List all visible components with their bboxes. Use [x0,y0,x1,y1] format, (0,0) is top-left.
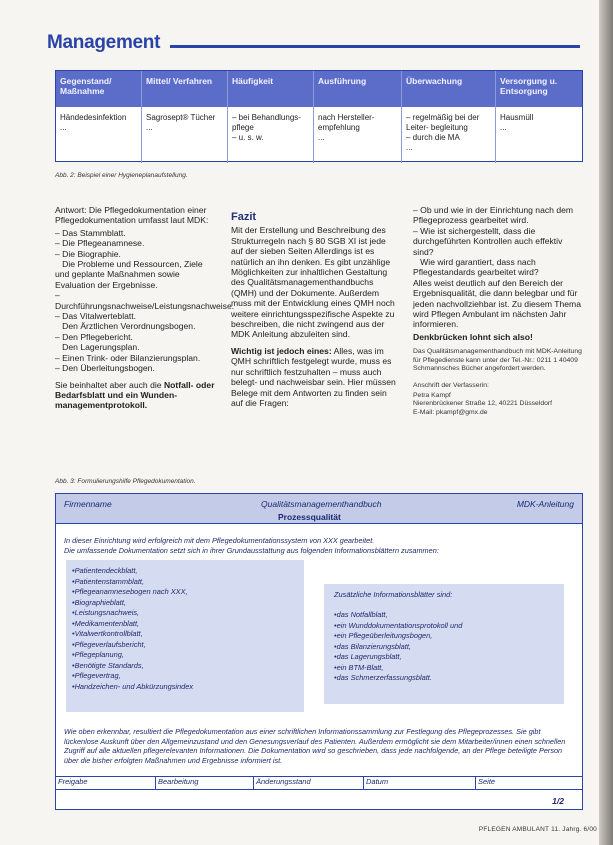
intro-line: In dieser Einrichtung wird erfolgreich mit dem Pflegedokumentationssystem von XXX gearbeitet. [64,536,375,545]
list-item: • Pflegeanamnesebogen nach XXX, [72,587,193,598]
list-item: • Pflegeplanung, [72,650,193,661]
paragraph: Antwort: Die Pflegedokumentation einer Pflegedokumentation umfasst laut MDK: [55,205,209,226]
form-header [56,494,582,524]
footer-label-page: Seite [478,777,496,786]
footer-label-date: Datum [364,777,476,789]
section-label: Prozessqualität [278,512,341,522]
bold-text: Denkbrücken lohnt sich also! [413,331,533,342]
table-cell: nach Hersteller- empfehlung ... [318,113,375,142]
list-item: • Medikamentenblatt, [72,619,193,630]
additional-documents-list [334,610,462,684]
text-run: Alles, was im QMH schriftlich festgelegt wurde, muss es nur schriftlich festzuhalten – muss auch belegt- und nachweisbar sein. Hier müssen Belege mit dem Antworten zu finden sein auf die Fragen: [231,345,396,408]
text-run: Sie beinhaltet aber auch die [55,379,162,390]
list-item: – Durchführungsnachweise/Leistungsnachweise. [55,290,235,311]
footer-label-editing: Bearbeitung [156,777,254,789]
section-title: Management [47,32,161,53]
list-item: • Patientenstammblatt, [72,577,193,588]
table-cell: – bei Behandlungs- pflege – u. s. w. [232,113,301,142]
table-header-cell: Überwachung [406,76,463,86]
paragraph [231,346,396,408]
company-name: Firmenname [64,499,112,509]
bold-text: Notfall- oder Bedarfsblatt und ein Wunden- managementprotokoll. [55,379,215,411]
table-cell: – regelmäßig bei der Leiter- begleitung – durch die MA ... [406,113,480,152]
journal-footer: PFLEGEN AMBULANT 11. Jahrg. 6/00 [478,826,597,833]
list-item: Wie wird garantiert, dass nach Pflegestandards gearbeitet wird? [413,257,539,278]
bold-text: Wichtig ist jedoch eines: [231,345,332,356]
footer-label-revision: Änderungsstand [254,777,364,789]
table-header-cell: Mittel/ Verfahren [146,76,213,86]
table-cell: Hausmüll ... [500,113,534,132]
form-intro [64,536,574,555]
author-line: E-Mail: pkampf@gmx.de [413,408,488,416]
author-label: Anschrift der Verfasserin: [413,381,489,389]
mdk-label: MDK-Anleitung [516,499,574,509]
list-item: • das Notfallblatt, [334,610,462,621]
author-line: Petra Kampf [413,391,451,399]
list-item: • Leistungsnachweis, [72,608,193,619]
form-outro: Wie oben erkennbar, resultiert die Pflegedokumentation aus einer schriftlichen Informationssammlung zur Festlegung des Pflegeprozesses. Sie gibt lückenlose Auskunft über den Allgemeinzustand und den Genesungsverlauf des Patienten. Außerdem ermöglicht sie dem Mitarbeiter/innen einen schnellen Zugriff auf alle aktuellen pflegerelevanten Informationen. Die Dokumentation wird so geschrieben, dass jede nachfolgende, an der Pflege beteiligte Person über die bisher erfolgten Maßnahmen und Ergebnisse informiert ist. [64,727,566,765]
paragraph: Alles weist deutlich auf den Bereich der Ergebnisqualität, die dann belegbar und für jeden nachvollziehbar ist. Zu diesem Thema wird Pflegen Ambulant im nächsten Jahr informieren. [413,277,581,330]
list-item: • ein Pflegeüberleitungsbogen, [334,631,462,642]
additional-documents-heading: Zusätzliche Informationsblätter sind: [334,590,453,599]
table-cell: Sagrosept® Tücher ... [146,113,216,132]
list-item: • Benötigte Standards, [72,661,193,672]
page-edge-shadow [599,0,613,845]
text-column-2 [231,212,396,410]
fazit-heading: Fazit [231,211,257,223]
list-item: – Ob und wie in der Einrichtung nach dem Pflegeprozess gearbeitet wird. [413,205,576,226]
paragraph: Mit der Erstellung und Beschreibung des Strukturregeln nach § 80 SGB XI ist jede auf der sieben Seiten Allerdings ist es natürlich an ihn denken. Es gibt unzählige Möglichkeiten zur inhaltlichen Gestaltung des Qualitätsmanagementhandbuchs (QMH) und der Dokumente. Außerdem muss mit der Entwicklung eines QMH noch weitere einrichtungsspezifische Aspekte zu beschreiben, die nicht zwingend aus der MDK Anleitung abzuleiten sind. [231,225,395,340]
footer-label-release: Freigabe [56,777,156,789]
list-item: – Wie ist sichergestellt, dass die durchgeführten Kontrollen auch effektiv sind? [413,225,565,257]
list-item: • das Schmerzerfassungsblatt. [334,673,462,684]
author-line: Nierenbrückener Straße 12, 40221 Düsseldorf [413,400,553,408]
list-item: • Vitalwertkontrollblatt, [72,629,193,640]
list-item: • Pflegevertrag, [72,671,193,682]
page-number: 1/2 [552,796,564,806]
list-item: – Einen Trink- oder Bilanzierungsplan. [55,352,201,363]
text-column-1 [55,205,235,413]
list-item: • Patientendeckblatt, [72,566,193,577]
table-header-cell: Häufigkeit [232,76,274,86]
hygiene-plan-table [55,70,583,162]
list-item: • Biographieblatt, [72,598,193,609]
list-item: – Den Überleitungsbogen. [55,363,155,374]
title-rule [170,45,580,48]
text-column-3 [413,205,583,417]
list-item: • ein BTM-Blatt, [334,663,462,674]
list-item: Den Ärztlichen Verordnungsbogen. [55,321,196,332]
list-item: • Handzeichen- und Abkürzungsindex [72,682,193,693]
qm-handbook-label: Qualitätsmanagementhandbuch [261,499,382,509]
table-cell: Händedesinfektion ... [60,113,127,132]
list-item: – Das Stammblatt. [55,227,126,238]
intro-line: Die umfassende Dokumentation setzt sich in ihrer Grundausstattung aus folgenden Informationsblättern zusammen: [64,545,439,555]
note-text: Das Qualitätsmanagementhandbuch mit MDK-Anleitung für Pflegedienste kann unter der Tel.-Nr.: 0211 1 40409 Schmannsches Bücher angefordert werden. [413,348,582,373]
list-item: – Die Biographie. [55,248,121,259]
list-item: Die Probleme und Ressourcen, Ziele und geplante Maßnahmen sowie Evaluation der Ergebnisse. [55,259,205,290]
list-item: – Die Pflegeanamnese. [55,238,145,249]
list-item: • das Bilanzierungsblatt, [334,642,462,653]
table-header-cell: Ausführung [318,76,367,86]
figure-caption: Abb. 3: Formulierungshilfe Pflegedokumentation. [55,478,196,485]
base-documents-list [72,566,193,692]
documentation-form [55,493,583,810]
list-item: – Den Pflegebericht. [55,331,133,342]
paragraph [55,380,218,411]
list-item: • ein Wunddokumentationsprotokoll und [334,621,462,632]
figure-caption: Abb. 2: Beispiel einer Hygieneplanaufstellung. [55,172,188,179]
form-footer [56,776,582,810]
table-header-cell: Versorgung u. Entsorgung [500,76,558,96]
list-item: Den Lagerungsplan. [55,342,140,353]
list-item: • das Lagerungsblatt, [334,652,462,663]
list-item: – Das Vitalwerteblatt. [55,311,137,322]
list-item: • Pflegeverlaufsbericht, [72,640,193,651]
footer-value-row [56,789,582,811]
table-header-cell: Gegenstand/ Maßnahme [60,76,112,96]
